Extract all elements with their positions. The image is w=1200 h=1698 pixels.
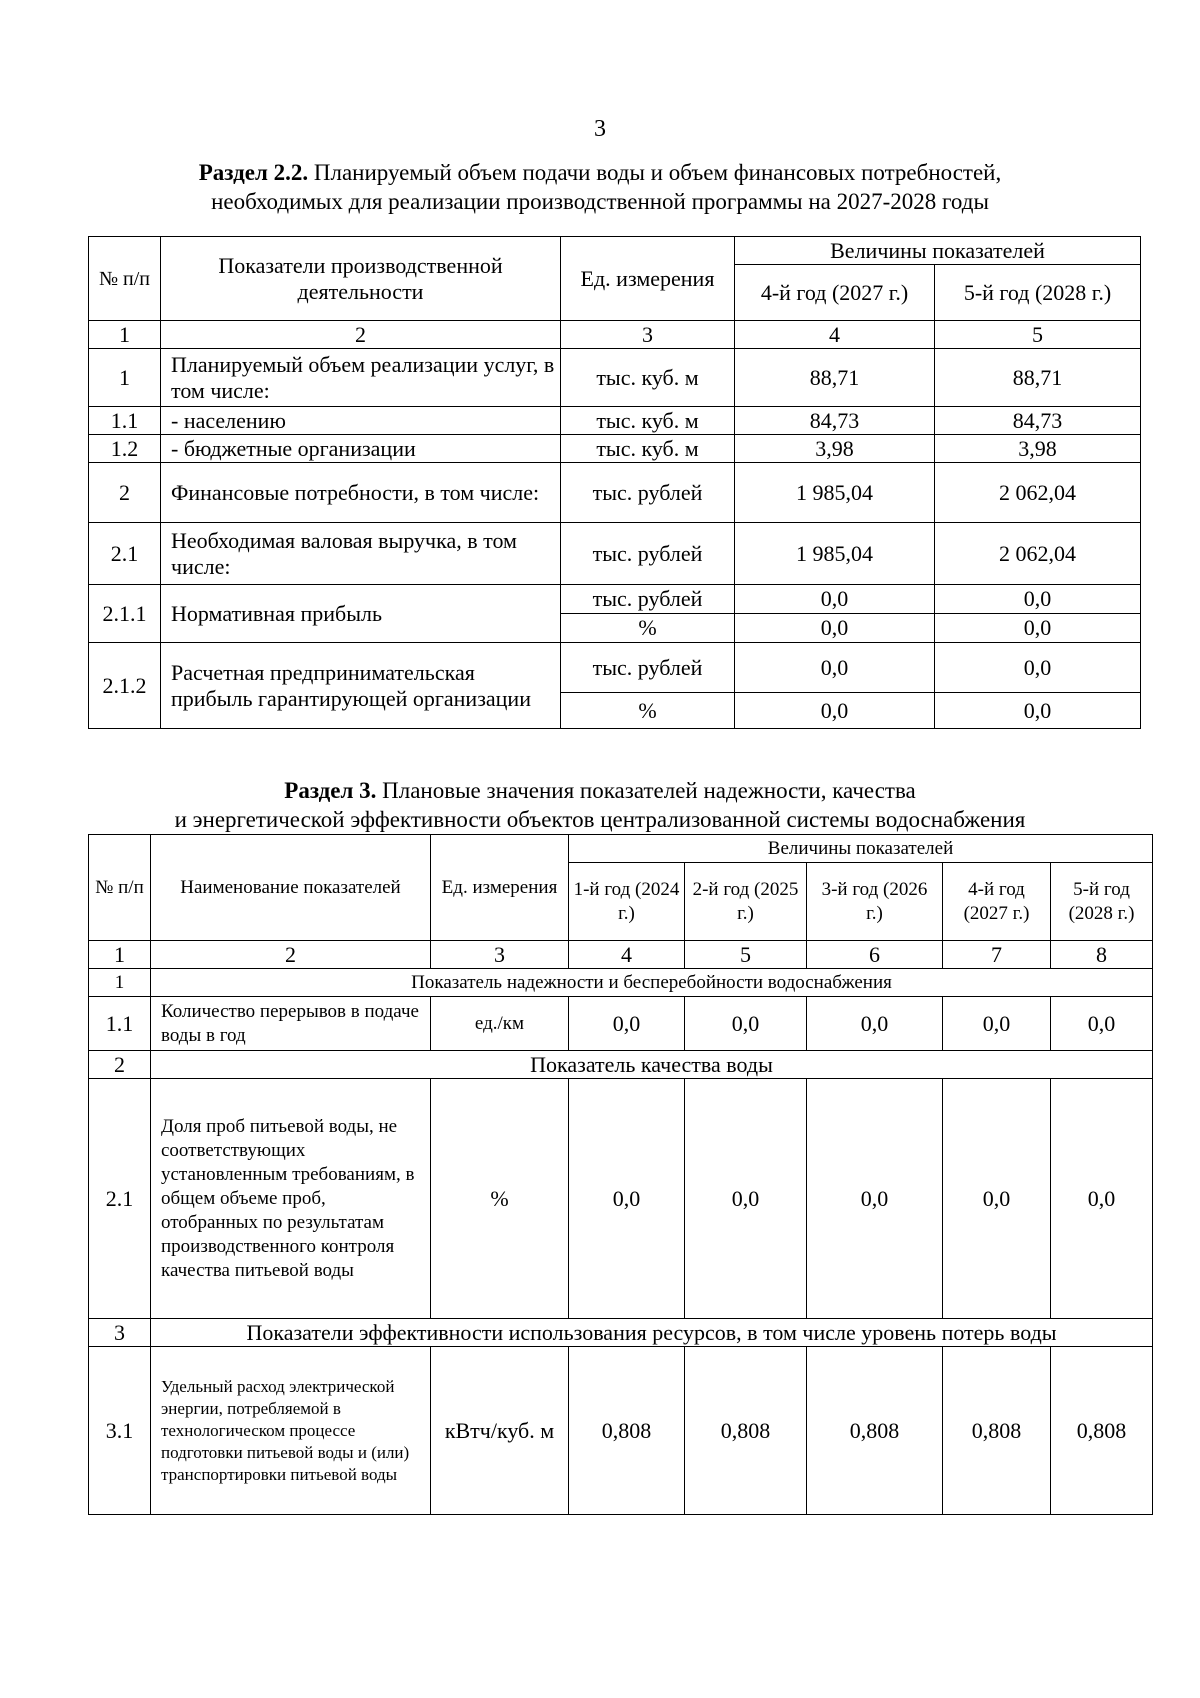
row-unit: тыс. рублей [561,463,735,523]
group-num: 1 [89,969,151,997]
row-value-2027: 88,71 [735,349,935,407]
col-number: 8 [1051,941,1153,969]
section-2-2-table [88,236,1141,729]
group-label: Показатели эффективности использования ресурсов, в том числе уровень потерь воды [151,1319,1153,1347]
row-value-2028: 2 062,04 [935,463,1141,523]
row-value: 0,0 [1051,1079,1153,1319]
row-value-2027: 0,0 [735,693,935,729]
row-name: Планируемый объем реализации услуг, в том числе: [161,349,561,407]
group-num: 3 [89,1319,151,1347]
section-2-2-title-line2: необходимых для реализации производственной программы на 2027-2028 годы [211,189,989,214]
group-row [89,1319,1153,1347]
header-values: Величины показателей [735,237,1141,265]
col-number: 6 [807,941,943,969]
group-row [89,1051,1153,1079]
row-value-2028: 0,0 [935,585,1141,614]
row-value-2028: 2 062,04 [935,523,1141,585]
row-name: Финансовые потребности, в том числе: [161,463,561,523]
row-unit: тыс. рублей [561,523,735,585]
row-value: 0,808 [569,1347,685,1515]
header-year-3: 3-й год (2026 г.) [807,863,943,941]
section-3-title-rest: Плановые значения показателей надежности, качества [376,778,916,803]
row-value: 0,0 [569,1079,685,1319]
row-name: - населению [161,407,561,435]
row-value-2027: 0,0 [735,643,935,693]
row-value-2028: 84,73 [935,407,1141,435]
row-value: 0,0 [943,997,1051,1051]
section-2-2-title-rest: Планируемый объем подачи воды и объем финансовых потребностей, [308,160,1002,185]
header-year-5: 5-й год (2028 г.) [935,265,1141,321]
section-3-title-bold: Раздел 3. [284,778,377,803]
row-unit: кВтч/куб. м [431,1347,569,1515]
section-2-2-title [0,158,1200,216]
row-unit: % [431,1079,569,1319]
table-row [89,349,1141,407]
col-number: 4 [735,321,935,349]
row-value: 0,808 [807,1347,943,1515]
row-name: Нормативная прибыль [161,585,561,643]
row-value-2028: 0,0 [935,693,1141,729]
row-value-2028: 3,98 [935,435,1141,463]
header-year-5: 5-й год (2028 г.) [1051,863,1153,941]
table-row [89,407,1141,435]
row-value: 0,808 [685,1347,807,1515]
row-value-2027: 0,0 [735,585,935,614]
table-row [89,523,1141,585]
header-year-1: 1-й год (2024 г.) [569,863,685,941]
col-number: 2 [151,941,431,969]
row-num: 1.2 [89,435,161,463]
col-number: 5 [935,321,1141,349]
row-unit: тыс. рублей [561,643,735,693]
group-num: 2 [89,1051,151,1079]
row-value: 0,808 [943,1347,1051,1515]
row-value: 0,0 [1051,997,1153,1051]
group-label: Показатель качества воды [151,1051,1153,1079]
col-number: 1 [89,941,151,969]
row-value: 0,808 [1051,1347,1153,1515]
header-indicator: Показатели производственной деятельности [161,237,561,321]
row-num: 3.1 [89,1347,151,1515]
table-row [89,585,1141,614]
header-num: № п/п [89,237,161,321]
row-name: Количество перерывов в подаче воды в год [151,997,431,1051]
row-unit: % [561,693,735,729]
table-row [89,463,1141,523]
row-value: 0,0 [943,1079,1051,1319]
row-num: 2 [89,463,161,523]
header-name: Наименование показателей [151,835,431,941]
row-value-2027: 84,73 [735,407,935,435]
header-unit: Ед. измерения [561,237,735,321]
header-values: Величины показателей [569,835,1153,863]
row-name: Расчетная предпринимательская прибыль гарантирующей организации [161,643,561,729]
col-number: 1 [89,321,161,349]
row-unit: тыс. куб. м [561,407,735,435]
row-num: 1.1 [89,407,161,435]
header-num: № п/п [89,835,151,941]
row-unit: ед./км [431,997,569,1051]
header-unit: Ед. измерения [431,835,569,941]
row-num: 2.1 [89,523,161,585]
row-value-2028: 0,0 [935,614,1141,643]
row-value-2027: 3,98 [735,435,935,463]
section-2-2-title-bold: Раздел 2.2. [198,160,309,185]
row-value-2028: 0,0 [935,643,1141,693]
table-row [89,435,1141,463]
group-label: Показатель надежности и бесперебойности водоснабжения [151,969,1153,997]
row-unit: тыс. рублей [561,585,735,614]
row-unit: тыс. куб. м [561,349,735,407]
col-number: 3 [431,941,569,969]
row-num: 1.1 [89,997,151,1051]
row-value-2027: 1 985,04 [735,523,935,585]
row-name: Необходимая валовая выручка, в том числе: [161,523,561,585]
page-number: 3 [594,116,606,142]
header-year-2: 2-й год (2025 г.) [685,863,807,941]
row-name: Доля проб питьевой воды, не соответствующих установленным требованиям, в общем объеме проб, отобранных по результатам производственного контроля качества питьевой воды [151,1079,431,1319]
row-value: 0,0 [685,997,807,1051]
group-row [89,969,1153,997]
col-number: 3 [561,321,735,349]
col-number: 4 [569,941,685,969]
col-number: 7 [943,941,1051,969]
row-num: 2.1.2 [89,643,161,729]
row-num: 2.1 [89,1079,151,1319]
row-unit: тыс. куб. м [561,435,735,463]
section-3-title-line2: и энергетической эффективности объектов централизованной системы водоснабжения [174,807,1026,832]
col-number: 5 [685,941,807,969]
header-year-4: 4-й год (2027 г.) [735,265,935,321]
row-num: 2.1.1 [89,585,161,643]
row-value: 0,0 [807,1079,943,1319]
row-value-2027: 0,0 [735,614,935,643]
table-row [89,997,1153,1051]
table-row [89,643,1141,693]
col-number: 2 [161,321,561,349]
table-row [89,1347,1153,1515]
row-value: 0,0 [685,1079,807,1319]
row-value: 0,0 [807,997,943,1051]
row-name: - бюджетные организации [161,435,561,463]
row-name: Удельный расход электрической энергии, потребляемой в технологическом процессе подготовки питьевой воды и (или) транспортировки питьевой воды [151,1347,431,1515]
row-value-2028: 88,71 [935,349,1141,407]
row-num: 1 [89,349,161,407]
section-3-table [88,834,1153,1515]
row-value-2027: 1 985,04 [735,463,935,523]
row-unit: % [561,614,735,643]
table-row [89,1079,1153,1319]
row-value: 0,0 [569,997,685,1051]
section-3-title [0,776,1200,834]
header-year-4: 4-й год (2027 г.) [943,863,1051,941]
